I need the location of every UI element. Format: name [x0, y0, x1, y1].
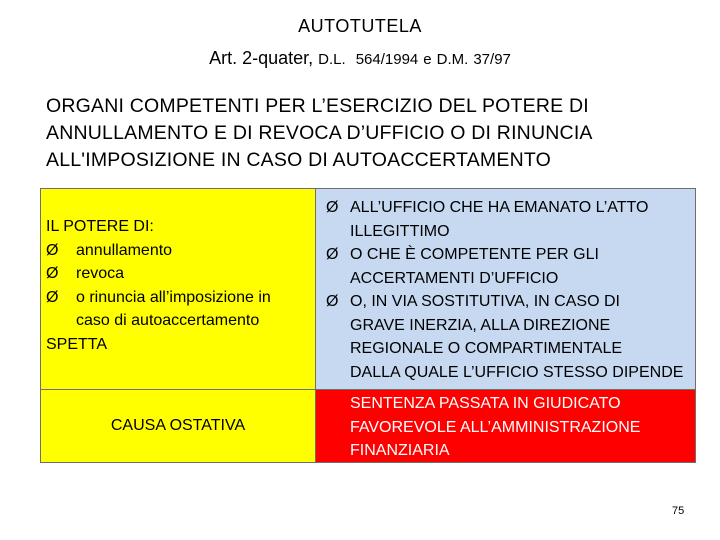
page-number: 75: [672, 505, 685, 517]
slide-title: AUTOTUTELA: [298, 16, 422, 36]
arrow-bullet-icon: Ø: [46, 265, 59, 282]
powers-outro: SPETTA: [46, 335, 108, 353]
list-item-continuation: REGIONALE O COMPARTIMENTALE: [350, 340, 623, 357]
obstacle-label: CAUSA OSTATIVA: [110, 417, 246, 434]
arrow-bullet-icon: Ø: [326, 199, 339, 216]
subtitle-conjunction: e: [423, 51, 432, 68]
heading-line: ORGANI COMPETENTI PER L’ESERCIZIO DEL POTERE DI: [46, 95, 589, 117]
subtitle-article: Art. 2-quater,: [209, 48, 314, 68]
list-item-continuation: caso di autoaccertamento: [76, 312, 260, 329]
heading-line: ANNULLAMENTO E DI REVOCA D’UFFICIO O DI RINUNCIA: [46, 122, 593, 144]
list-item: [326, 290, 696, 314]
heading-line: ALL'IMPOSIZIONE IN CASO DI AUTOACCERTAMENTO: [46, 149, 551, 171]
list-item: [326, 243, 696, 267]
list-item-label: O CHE È COMPETENTE PER GLI: [350, 246, 599, 263]
list-item: [46, 239, 316, 263]
list-item-label: revoca: [76, 265, 125, 282]
list-item-label: ALL’UFFICIO CHE HA EMANATO L’ATTO: [350, 199, 649, 216]
competent-bodies-box: [315, 188, 696, 390]
obstacle-box: [40, 389, 316, 463]
arrow-bullet-icon: Ø: [326, 293, 339, 310]
list-item-continuation: GRAVE INERZIA, ALLA DIREZIONE: [350, 316, 611, 334]
powers-box: [40, 188, 316, 390]
list-item: [326, 196, 696, 220]
subtitle-dm: D.M.: [436, 51, 469, 68]
powers-intro: IL POTERE DI:: [46, 218, 154, 235]
judgment-box: [315, 389, 696, 463]
subtitle-dm-number: 37/97: [473, 51, 511, 68]
list-item-continuation: ILLEGITTIMO: [350, 222, 450, 240]
list-item-label: o rinuncia all’imposizione in: [76, 288, 271, 306]
list-item-continuation: DALLA QUALE L’UFFICIO STESSO DIPENDE: [350, 363, 684, 381]
list-item-label: annullamento: [76, 241, 173, 259]
arrow-bullet-icon: Ø: [46, 241, 59, 259]
list-item: [46, 262, 316, 286]
list-item-continuation: ACCERTAMENTI D’UFFICIO: [350, 269, 559, 287]
section-heading: [46, 93, 686, 174]
list-item-label: O, IN VIA SOSTITUTIVA, IN CASO DI: [350, 293, 620, 310]
judgment-line: FINANZIARIA: [350, 442, 450, 459]
judgment-line: SENTENZA PASSATA IN GIUDICATO: [350, 395, 621, 412]
judgment-line: FAVOREVOLE ALL’AMMINISTRAZIONE: [350, 418, 641, 436]
subtitle-dl-number: 564/1994: [355, 51, 419, 68]
arrow-bullet-icon: Ø: [326, 246, 339, 263]
list-item: [46, 286, 316, 310]
subtitle-dl: D.L.: [318, 51, 346, 68]
slide-subtitle: [0, 48, 720, 69]
arrow-bullet-icon: Ø: [46, 288, 59, 306]
